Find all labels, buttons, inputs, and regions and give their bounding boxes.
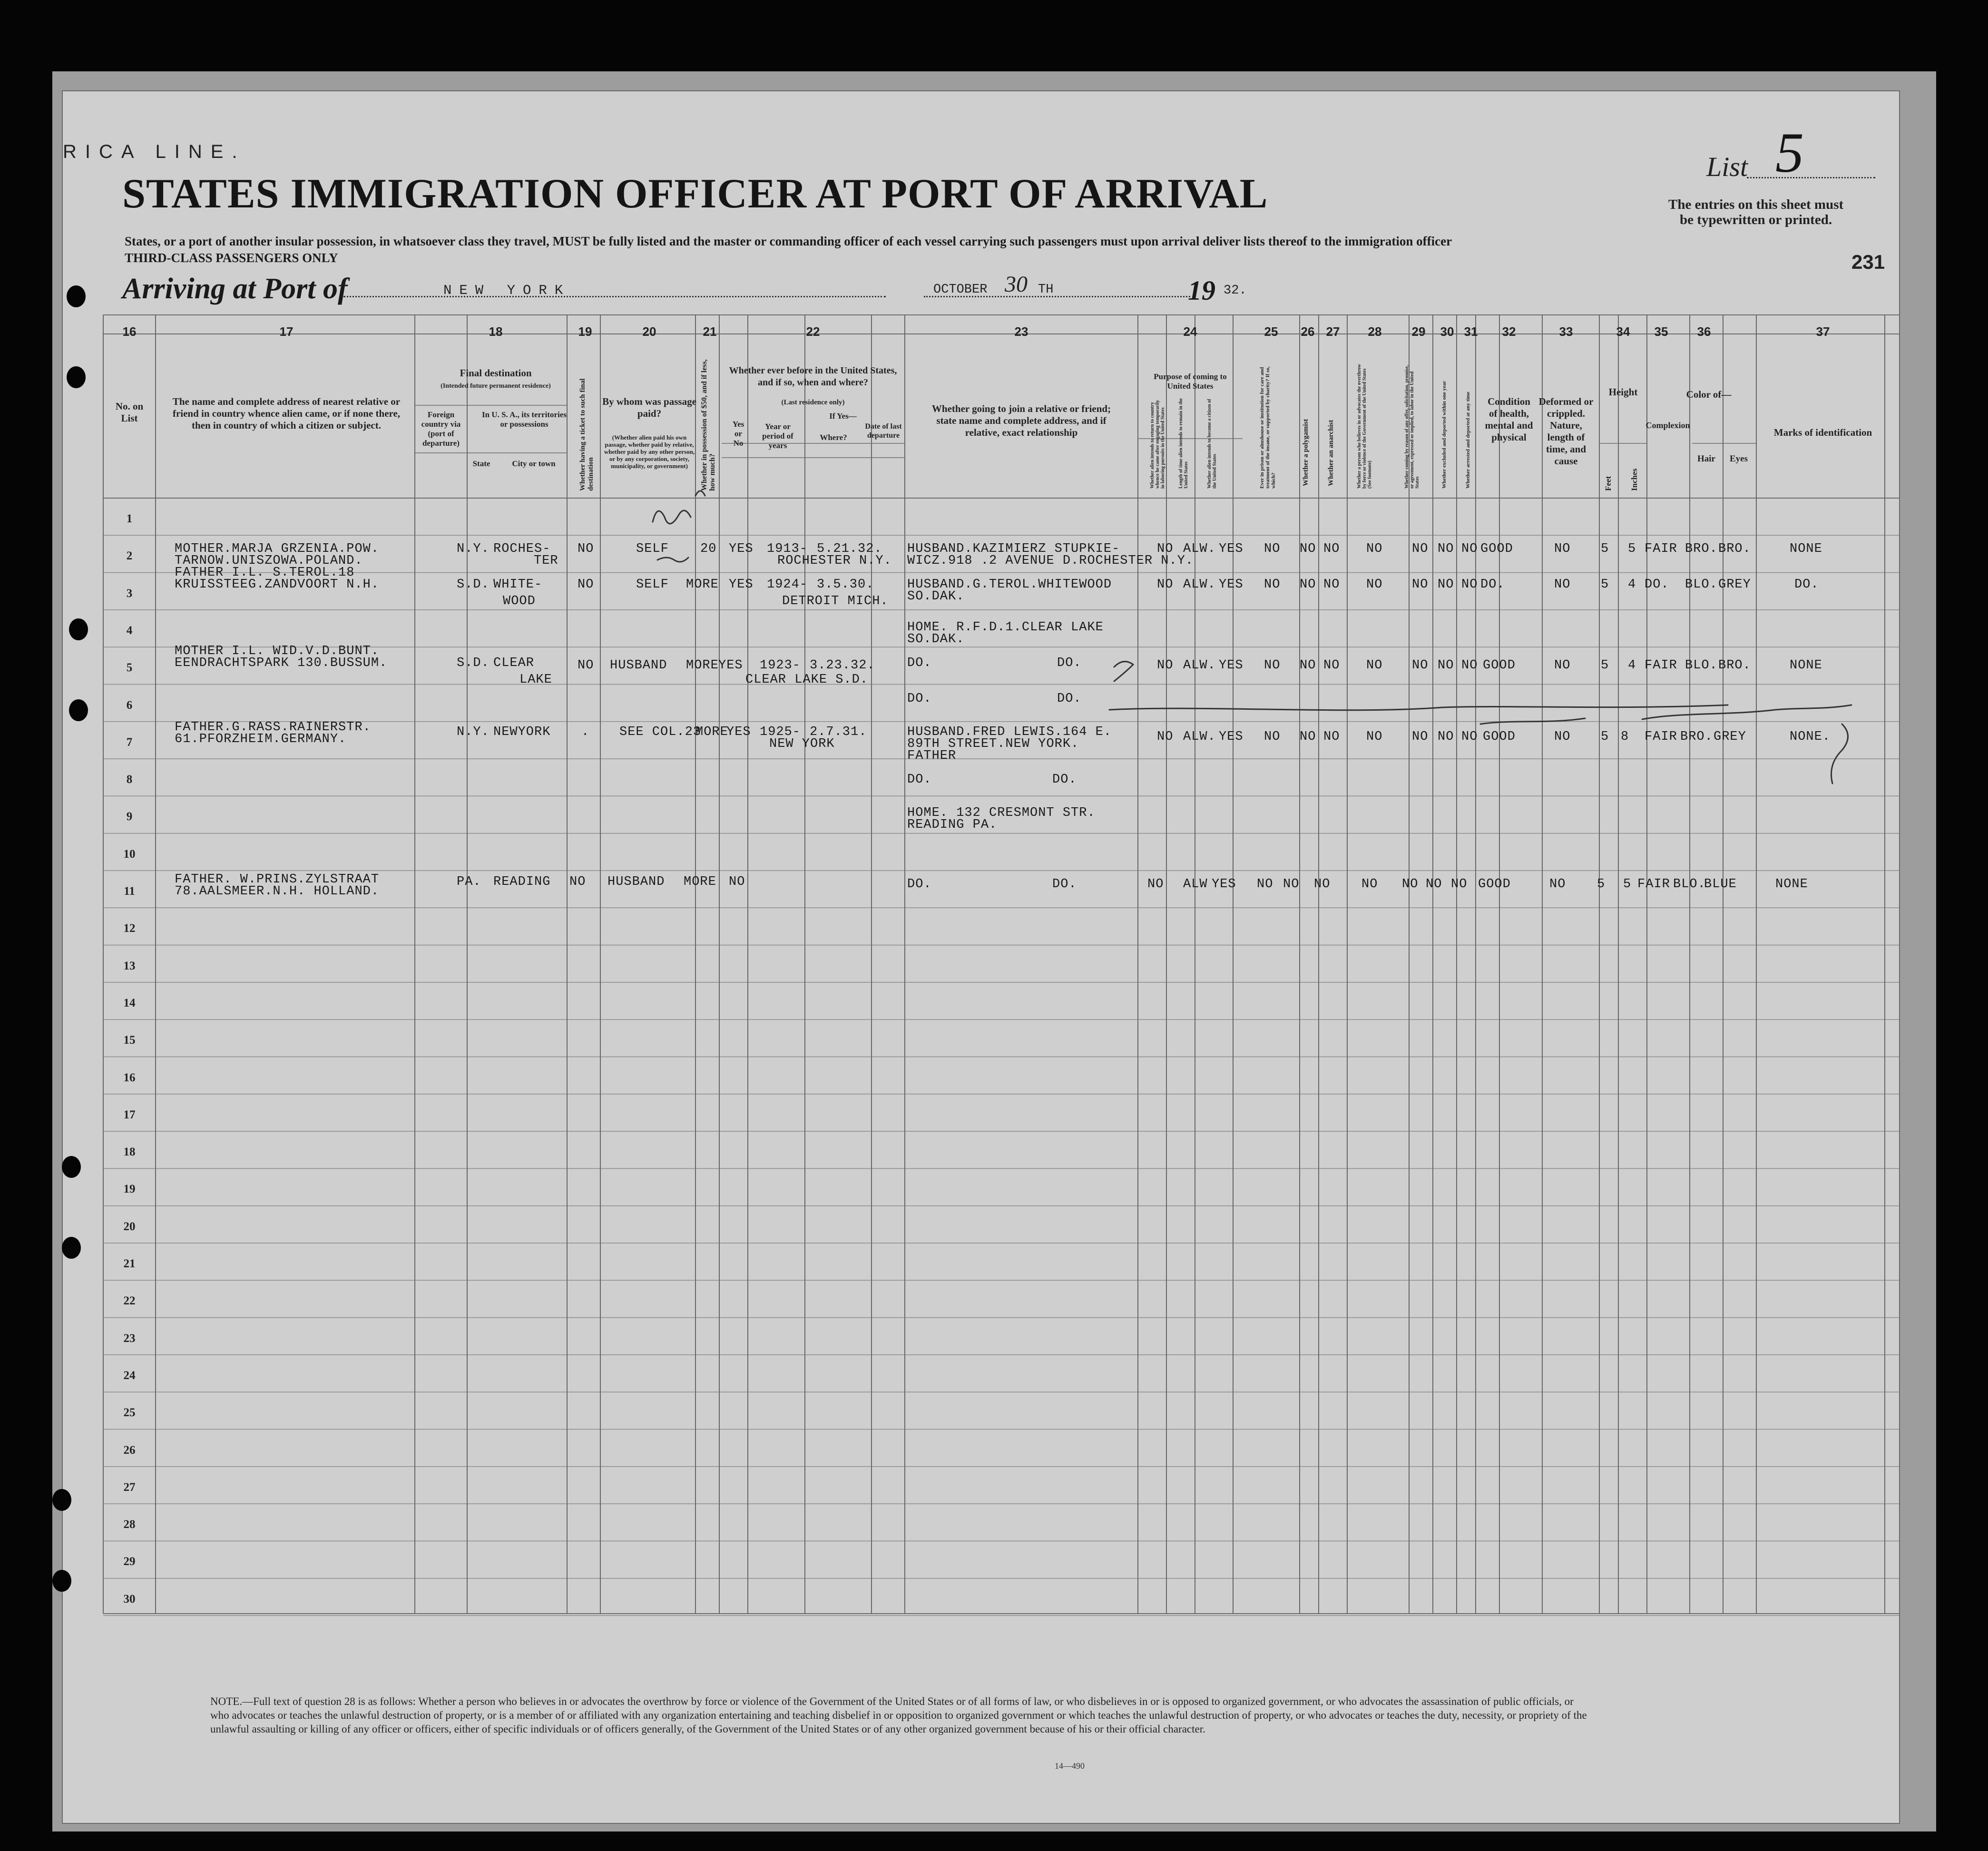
r1-joining: HUSBAND.KAZIMIERZ STUPKIE- [907,542,1120,556]
r3-joining-2: SO.DAK. [907,589,965,604]
r6-arrested: NO [1461,730,1478,744]
r10-joining-rel: DO. [1052,877,1077,891]
handwritten-mark-r2-paid [657,558,688,562]
r3-eyes: GREY [1718,578,1751,592]
r3-state: S.D. [457,578,490,592]
r6-where: NEW YORK [769,737,835,751]
r1-anarchist: NO [1323,542,1340,556]
r4-citizen: YES [1219,658,1244,673]
r10-inches: 5 [1623,877,1632,891]
row-number: 6 [126,698,133,712]
r6-joining-4-rel: DO. [1052,773,1077,787]
r6-return: NO [1157,730,1174,744]
col-num-34: 34 [1616,324,1630,339]
date-day-handwritten: 30 [1005,272,1028,297]
header-city: City or town [512,459,556,468]
r10-health: GOOD [1478,877,1511,891]
row-number: 12 [123,922,136,935]
col-num-23: 23 [1014,324,1028,339]
punch-hole [62,1156,81,1178]
row-number: 17 [123,1108,136,1121]
r6-feet: 5 [1601,730,1609,744]
r1-feet: 5 [1601,542,1609,556]
r1-money: 20 [700,542,717,556]
header-height: Height [1608,386,1638,398]
r10-complexion: FAIR [1637,877,1670,891]
r3-overthrow: NO [1366,578,1383,592]
r1-city-2: TER [534,554,558,568]
r6-complexion: FAIR [1645,730,1677,744]
r6-relative: FATHER.G.RASS.RAINERSTR. [175,720,371,735]
r1-paid: SELF [636,542,669,556]
header-passage-paid: By whom was passage paid? [602,396,696,419]
col-num-32: 32 [1502,324,1516,339]
r3-relative-2: KRUISSTEEG.ZANDVOORT N.H. [175,578,380,592]
r6-overthrow: NO [1366,730,1383,744]
col-num-16: 16 [122,324,137,339]
header-color-of: Color of— [1686,389,1732,400]
date-suffix: TH [1038,283,1054,297]
r10-relative: FATHER. W.PRINS.ZYLSTRAAT [175,872,380,887]
r10-deformed: NO [1549,877,1566,891]
row-number: 22 [123,1294,136,1308]
r4-deformed: NO [1554,658,1571,673]
row-number: 3 [126,587,133,600]
col-num-27: 27 [1326,324,1340,339]
r3-citizen: YES [1219,578,1244,592]
r4-city-2: LAKE [519,673,552,687]
r6-marks: NONE. [1790,730,1831,744]
r10-relative-2: 78.AALSMEER.N.H. HOLLAND. [175,884,380,899]
r3-prison: NO [1264,578,1281,592]
header-eyes: Eyes [1730,454,1748,464]
r4-eyes: BRO. [1718,658,1751,673]
r3-joining-4: SO.DAK. [907,632,965,646]
r3-complexion: DO. [1645,578,1669,592]
r4-city: CLEAR [493,656,535,670]
r6-eyes: GREY [1714,730,1746,744]
r4-return: NO [1157,658,1174,673]
r4-complexion: FAIR [1645,658,1677,673]
r6-citizen: YES [1219,730,1244,744]
r4-relative-2: EENDRACHTSPARK 130.BUSSUM. [175,656,388,670]
r3-arrested: NO [1461,578,1478,592]
r6-excluded: NO [1438,730,1454,744]
header-if-yes: If Yes— [829,411,857,421]
row-number: 13 [123,959,136,972]
r3-joining-3: HOME. R.F.D.1.CLEAR LAKE [907,620,1104,635]
header-purpose-return: Whether alien intends to return to country whence he came after engaging temporarily in laboring pursuits in the United States [1150,400,1165,489]
r10-length: ALW [1183,877,1208,891]
r10-marks: NONE [1775,877,1808,891]
r3-joining: HUSBAND.G.TEROL.WHITEWOOD [907,578,1112,592]
header-purpose-length: Length of time alien intends to remain in the United States [1178,398,1189,489]
r1-inches: 5 [1628,542,1636,556]
row-number: 16 [123,1071,136,1084]
header-purpose-citizen: Whether alien intends to become a citizen of the United States [1207,399,1217,489]
header-purpose: Purpose of coming to United States [1154,372,1227,391]
list-label: List [1706,151,1748,182]
r3-return: NO [1157,578,1174,592]
r4-feet: 5 [1601,658,1609,673]
r6-joining: HUSBAND.FRED LEWIS.164 E. [907,725,1112,739]
header-passage-paid-sub: (Whether alien paid his own passage, whether paid by relative, whether paid by any other person, or by any corporation, society, municipality, or government) [604,434,695,470]
col-num-29: 29 [1411,324,1426,339]
typewritten-note-line-1: The entries on this sheet must [1668,197,1844,212]
r4-joining-rel: DO. [1057,656,1082,670]
r3-paid: SELF [636,578,669,592]
r4-labor: NO [1412,658,1429,673]
r6-prison: NO [1264,730,1281,744]
r6-state: N.Y. [457,725,490,739]
r6-deformed: NO [1554,730,1571,744]
r4-paid: HUSBAND [610,658,667,673]
r4-length: ALW. [1183,658,1216,673]
col-num-24: 24 [1183,324,1197,339]
r3-length: ALW. [1183,578,1216,592]
r10-joining: DO. [907,877,932,891]
col-num-30: 30 [1440,324,1454,339]
r1-where: ROCHESTER N.Y. [777,554,892,568]
r1-labor: NO [1412,542,1429,556]
r1-citizen: YES [1219,542,1244,556]
r1-hair: BRO. [1685,542,1718,556]
r10-money: MORE [684,875,716,889]
col-num-18: 18 [489,324,503,339]
r4-arrested: NO [1461,658,1478,673]
r10-overthrow: NO [1361,877,1378,891]
r6-polygamist: NO [1300,730,1316,744]
col-num-17: 17 [279,324,294,339]
r1-state: N.Y. [457,542,490,556]
r4-years: 1923- [760,658,801,673]
r10-arrested: NO [1451,877,1468,891]
col-num-19: 19 [578,324,592,339]
r4-prison: NO [1264,658,1281,673]
r1-ticket: NO [578,542,594,556]
r10-hair: BLO. [1673,877,1706,891]
row-number: 10 [123,847,136,861]
r4-inches: 4 [1628,658,1636,673]
punch-hole [52,1489,71,1511]
row-number: 18 [123,1146,136,1159]
r1-deformed: NO [1554,542,1571,556]
header-marks: Marks of identification [1773,427,1872,438]
header-last-departure: Date of last departure [865,422,902,440]
row-number: 20 [123,1220,136,1233]
row-number: 28 [123,1518,136,1531]
header-prison: Ever in prison or almshouse or institution for care and treatment of the insane, or supported by charity? If so, which? [1259,366,1276,489]
header-where: Where? [820,433,847,442]
r4-state: S.D. [457,656,490,670]
r6-inches: 8 [1621,730,1629,744]
punch-hole [69,699,88,721]
manifest-sheet [62,90,1900,1824]
r3-money: MORE [686,578,719,592]
header-polygamist: Whether a polygamist [1302,419,1310,486]
row-number: 5 [126,661,133,675]
header-in-usa: In U. S. A., its territories or possessions [481,410,567,429]
punch-hole [67,285,86,307]
r1-joining-2: WICZ.918 .2 AVENUE D.ROCHESTER N.Y. [907,554,1194,568]
r3-hair: BLO. [1685,578,1718,592]
r10-before: NO [729,875,745,889]
header-ticket: Whether having a ticket to such final destination [579,378,595,491]
r10-prison: NO [1257,877,1273,891]
r4-health: GOOD [1483,658,1516,673]
header-no-on-list: No. on List [115,401,144,424]
r6-city: NEWYORK [493,725,551,739]
row-number: 24 [123,1369,136,1382]
r4-joining-2-rel: DO. [1057,692,1082,706]
r3-city: WHITE- [493,578,543,592]
r4-joining: DO. [907,656,932,670]
header-relative-address: The name and complete address of nearest relative or friend in country whence alien came, or if none there, then in country of which a citizen or subject. [172,396,401,431]
r1-arrested: NO [1461,542,1478,556]
page-number: 231 [1851,251,1885,273]
r4-excluded: NO [1438,658,1454,673]
r3-marks: DO. [1794,578,1819,592]
r10-city: READING [493,875,551,889]
handwritten-annotations [63,91,1899,1823]
punch-hole [69,618,88,640]
r6-joining-4: DO. [907,773,932,787]
passenger-class-label: THIRD-CLASS PASSENGERS ONLY [125,251,338,265]
r1-relative-2: TARNOW.UNISZOWA.POLAND. [175,554,363,568]
punch-hole [62,1237,81,1259]
header-fifty-dollars: Whether in possession of $50, and if less, how much? [700,359,716,491]
col-num-25: 25 [1264,324,1278,339]
r4-money: MORE [686,658,719,673]
r4-hair: BLO. [1685,658,1718,673]
handwritten-mark-r1-paid [653,510,691,524]
r6-joining-2: 89TH STREET.NEW YORK. [907,737,1079,751]
header-final-destination-sub: (Intended future permanent residence) [441,382,551,390]
r1-date: 5.21.32. [817,542,882,556]
header-inches: Inches [1630,468,1639,491]
r10-state: PA. [457,875,481,889]
r1-length: ALW. [1183,542,1216,556]
r10-eyes: BLUE [1704,877,1737,891]
r10-ticket: NO [569,875,586,889]
handwritten-initials-r6 [1831,724,1848,783]
r6-hair: BRO. [1680,730,1713,744]
r10-polygamist: NO [1283,877,1300,891]
r4-overthrow: NO [1366,658,1383,673]
header-state: State [472,459,490,468]
r10-anarchist: NO [1314,877,1331,891]
row-number: 23 [123,1332,136,1345]
form-number: 14—490 [1055,1761,1085,1771]
r10-labor: NO [1402,877,1419,891]
r4-marks: NONE [1790,658,1822,673]
r3-years: 1924- [767,578,808,592]
header-excluded: Whether excluded and deported within one year [1441,381,1447,489]
handwritten-line-r6-b [1480,718,1585,724]
header-anarchist: Whether an anarchist [1327,420,1335,486]
r6-ticket: . [581,725,590,739]
r10-citizen: YES [1212,877,1236,891]
punch-hole [67,366,86,388]
r3-ticket: NO [578,578,594,592]
col-num-36: 36 [1697,324,1711,339]
r4-relative: MOTHER I.L. WID.V.D.BUNT. [175,644,380,658]
r6-relative-2: 61.PFORZHEIM.GERMANY. [175,732,347,746]
row-number: 14 [123,996,136,1009]
year-prefix: 19 [1188,275,1215,306]
r10-return: NO [1147,877,1164,891]
row-number: 25 [123,1406,136,1420]
header-deformed: Deformed or crippled. Nature, length of time, and cause [1538,396,1594,467]
r4-before: YES [718,658,743,673]
col-num-28: 28 [1368,324,1382,339]
r1-prison: NO [1264,542,1281,556]
r6-paid: SEE COL.23 [619,725,702,739]
r4-polygamist: NO [1300,658,1316,673]
r1-health: GOOD [1480,542,1513,556]
r1-complexion: FAIR [1645,542,1677,556]
header-feet: Feet [1604,476,1613,491]
header-labor-offer: Whether coming by reason of any offer, solicitation, promise, or agreement, expressed or implied, to labor in the United States [1404,365,1420,489]
header-foreign-country: Foreign country via (port of departure) [421,410,461,448]
col-num-20: 20 [642,324,656,339]
r3-city-2: WOOD [503,594,536,608]
row-number: 29 [123,1555,136,1568]
r1-city: ROCHES- [493,542,551,556]
r4-ticket: NO [578,658,594,673]
instruction-text: States, or a port of another insular possession, in whatsoever class they travel, MUST be fully listed and the master or commanding officer of each vessel carrying such passengers must upon arrival deliver lists thereof to the immigration officer [125,234,1452,248]
r3-anarchist: NO [1323,578,1340,592]
row-number: 26 [123,1443,136,1457]
r3-relative: FATHER I.L. S.TEROL.18 [175,566,355,580]
r6-joining-3: FATHER [907,749,957,763]
punch-hole [52,1570,71,1592]
header-arrested: Whether arrested and deported at any time [1465,392,1471,489]
row-number: 15 [123,1034,136,1047]
r1-polygamist: NO [1300,542,1316,556]
r10-excluded: NO [1426,877,1442,891]
page-title: STATES IMMIGRATION OFFICER AT PORT OF ARRIVAL [122,171,1268,217]
header-hair: Hair [1697,454,1715,464]
r3-polygamist: NO [1300,578,1316,592]
col-num-35: 35 [1654,324,1668,339]
list-number-handwritten: 5 [1775,121,1804,184]
header-joining: Whether going to join a relative or friend; state name and complete address, and if relative, exact relationship [931,403,1111,438]
r10-paid: HUSBAND [607,875,665,889]
r6-joining-6: READING PA. [907,818,998,832]
r3-health: DO. [1480,578,1505,592]
arriving-label: Arriving at Port of [122,273,348,305]
col-num-21: 21 [703,324,717,339]
r3-deformed: NO [1554,578,1571,592]
header-ever-before: Whether ever before in the United States, and if so, when and where? [729,365,897,388]
r3-date: 3.5.30. [817,578,874,592]
row-number: 1 [126,512,133,525]
row-number: 27 [123,1480,136,1494]
r1-relative: MOTHER.MARJA GRZENIA.POW. [175,542,380,556]
row-number: 11 [124,885,135,898]
r3-feet: 5 [1601,578,1609,592]
r1-excluded: NO [1438,542,1454,556]
r6-money: MORE [695,725,728,739]
r1-return: NO [1157,542,1174,556]
r6-years: 1925- [760,725,801,739]
r6-length: ALW. [1183,730,1216,744]
row-number: 30 [123,1592,136,1606]
date-month: OCTOBER [933,283,988,297]
col-num-37: 37 [1816,324,1830,339]
r1-overthrow: NO [1366,542,1383,556]
r6-labor: NO [1412,730,1429,744]
shipping-line-name: RICA LINE. [63,141,246,162]
r4-where: CLEAR LAKE S.D. [745,673,869,687]
col-num-22: 22 [806,324,820,339]
r10-feet: 5 [1597,877,1606,891]
r1-years: 1913- [767,542,808,556]
row-number: 19 [123,1183,136,1196]
r3-where: DETROIT MICH. [782,594,889,608]
r6-joining-5: HOME. 132 CRESMONT STR. [907,806,1096,820]
r3-inches: 4 [1628,578,1636,592]
port-value: NEW YORK [443,283,571,298]
header-year-period: Year or period of years [762,422,793,450]
row-number: 4 [126,624,133,637]
r1-before: YES [729,542,754,556]
typewritten-note-line-2: be typewritten or printed. [1680,212,1832,227]
row-number: 21 [123,1257,136,1270]
handwritten-line-r6 [1109,705,1728,710]
r1-marks: NONE [1790,542,1822,556]
row-number: 2 [126,549,133,563]
r6-health: GOOD [1483,730,1516,744]
r3-excluded: NO [1438,578,1454,592]
r3-before: YES [729,578,754,592]
row-number: 9 [126,810,133,823]
header-last-residence: (Last residence only) [781,399,845,406]
handwritten-tick-r4 [1114,662,1133,681]
year-suffix: 32. [1224,284,1247,298]
r6-anarchist: NO [1323,730,1340,744]
header-yes-no: Yes or No [732,420,744,448]
r1-eyes: BRO. [1718,542,1751,556]
row-number: 8 [126,773,133,786]
r4-anarchist: NO [1323,658,1340,673]
handwritten-mark-header [695,491,705,496]
r6-date: 2.7.31. [810,725,867,739]
header-overthrow: Whether a person who believes in or advocates the overthrow by force or violence of the Government of the United States (See footnote) [1357,364,1372,489]
header-health: Condition of health, mental and physical [1485,396,1533,443]
footnote: NOTE.—Full text of question 28 is as follows: Whether a person who believes in or advocates the overthrow by force or violence of the Government of the United States or of all forms of law, or who disbelieves in or is opposed to organized government, or who advocates the assassination of public officials, or who advocates or teaches the unlawful destruction of property, or is a member of or affiliated with any organization entertaining and teaching disbelief in or opposition to organized government or which teaches the unlawful destruction of property, or who advocates or teaches the duty, necessity, or propriety of the unlawful assaulting or killing of any officer or officers, either of specific individuals or of officers generally, of the Government of the United States or of any other organized government because of his or their official character. [210,1695,1587,1735]
header-final-destination: Final destination [460,367,532,379]
r4-joining-2: DO. [907,692,932,706]
header-complexion: Complexion [1645,421,1690,430]
col-num-31: 31 [1464,324,1478,339]
row-number: 7 [126,735,133,749]
r4-date: 3.23.32. [810,658,875,673]
r6-before: YES [726,725,751,739]
col-num-26: 26 [1301,324,1315,339]
r3-labor: NO [1412,578,1429,592]
col-num-33: 33 [1559,324,1573,339]
